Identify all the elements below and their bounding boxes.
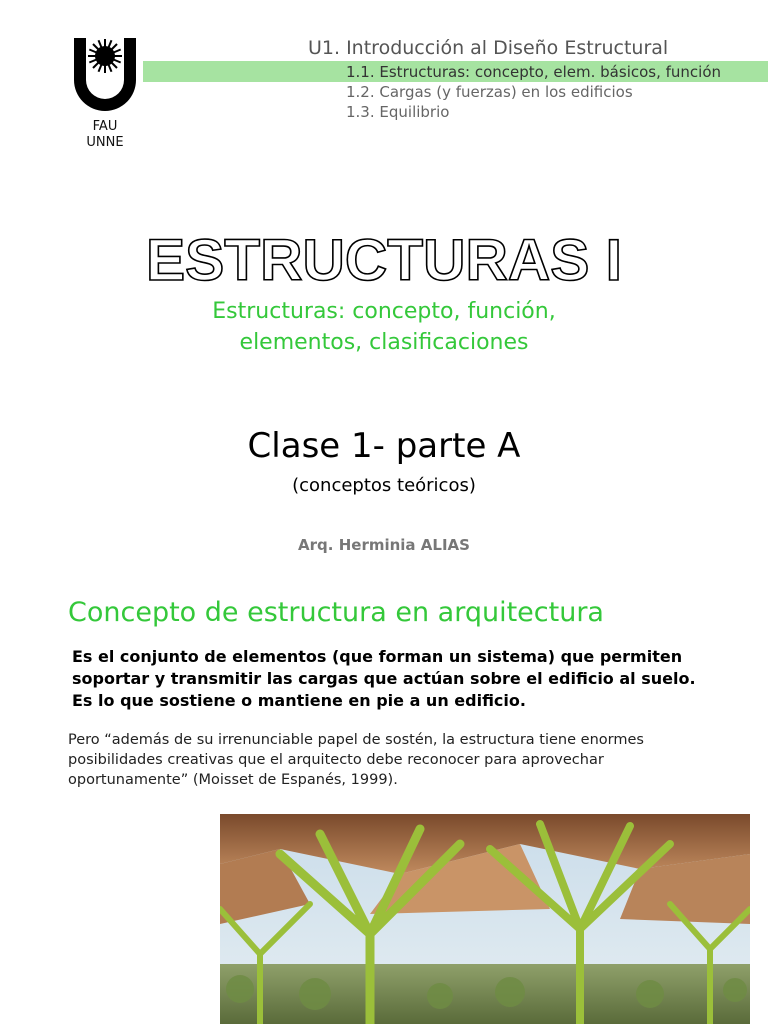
unit-title: U1. Introducción al Diseño Estructural — [308, 37, 669, 59]
course-title-text: ESTRUCTURAS I — [146, 228, 622, 290]
subtitle-line-2: elementos, clasificaciones — [239, 330, 529, 355]
quote-line: posibilidades creativas que el arquitecto debe reconocer para aprovechar — [68, 752, 604, 768]
author-name: Arq. Herminia ALIAS — [298, 536, 470, 554]
section-heading: Concepto de estructura en arquitectura — [68, 597, 604, 628]
definition-line: soportar y transmitir las cargas que actúan sobre el edificio al suelo. — [72, 669, 696, 688]
definition-line: Es el conjunto de elementos (que forman un sistema) que permiten — [72, 647, 683, 666]
course-subtitle — [0, 296, 768, 358]
subtopic-1-2: 1.2. Cargas (y fuerzas) en los edificios — [346, 83, 633, 101]
quote-line: Pero “además de su irrenunciable papel de sostén, la estructura tiene enormes — [68, 732, 644, 748]
quote-line: oportunamente” (Moisset de Espanés, 1999). — [68, 772, 398, 788]
tree-column-canopy-photo — [220, 814, 750, 1024]
lesson-heading: Clase 1- parte A — [247, 426, 521, 466]
unne-logo-icon — [70, 36, 140, 118]
logo-caption — [70, 119, 140, 151]
definition-text — [72, 646, 752, 712]
subtopic-1-3: 1.3. Equilibrio — [346, 103, 450, 121]
quote-text — [68, 730, 758, 790]
subtitle-line-1: Estructuras: concepto, función, — [212, 299, 556, 324]
logo-line-unne: UNNE — [86, 135, 124, 150]
subtopic-1-1: 1.1. Estructuras: concepto, elem. básicos, función — [346, 63, 722, 81]
definition-line: Es lo que sostiene o mantiene en pie a un edificio. — [72, 691, 526, 710]
course-title — [0, 226, 768, 290]
lesson-subheading: (conceptos teóricos) — [292, 475, 476, 496]
logo-line-fau: FAU — [92, 119, 118, 134]
